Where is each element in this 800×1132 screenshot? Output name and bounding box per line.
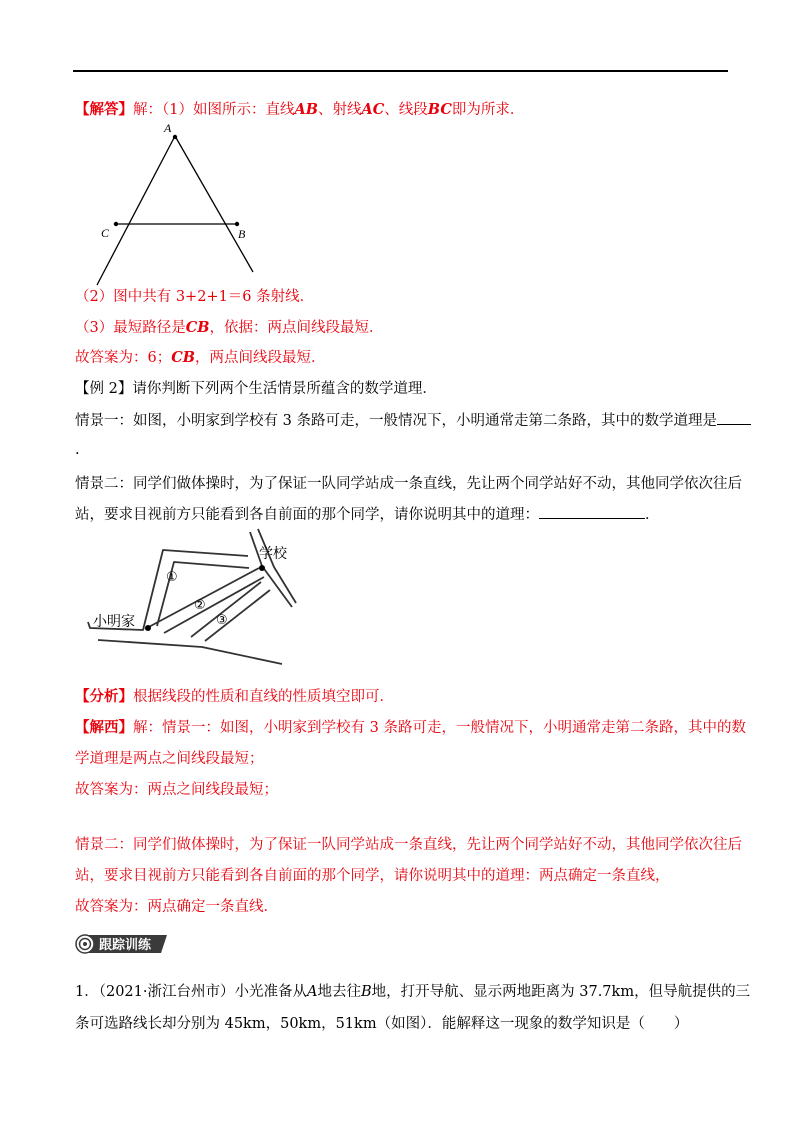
training-badge	[75, 933, 173, 955]
road-bottom	[98, 640, 282, 664]
route-2-lower	[164, 577, 264, 633]
school-label: 学校	[259, 546, 287, 562]
label-c: C	[101, 226, 110, 240]
solution-line-6: 故答案为：两点确定一条直线．	[75, 899, 278, 915]
analysis-tag: 【分析】	[75, 688, 133, 705]
solution-line-4: 情景二：同学们做体操时，为了保证一队同学站成一条直线，先让两个同学站好不动，其他同学依次往后	[75, 837, 742, 853]
example2-title: 【例 2】请你判断下列两个生活情景所蕴含的数学道理．	[75, 381, 437, 397]
answer-line-4: 故答案为：6；CB，两点间线段最短．	[75, 349, 326, 366]
scene1-text: 情景一：如图，小明家到学校有 3 条路可走，一般情况下，小明通常走第二条路，其中的数学道理是	[75, 411, 751, 431]
analysis-line: 【分析】根据线段的性质和直线的性质填空即可．	[75, 688, 394, 705]
example2-tag: 【例 2】	[75, 381, 133, 397]
question-1-line-2: 条可选路线长却分别为 45km，50km，51km（如图）．能解释这一现象的数学知识是（ ）	[75, 1016, 689, 1032]
route-2-label: ②	[194, 598, 206, 613]
solution-line-5: 站，要求目视前方只能看到各自前面的那个同学，请你说明其中的道理：两点确定一条直线，	[75, 868, 670, 884]
school-point	[259, 565, 265, 571]
label-b: B	[238, 227, 246, 241]
solution-line-1: 【解西】解：情景一：如图，小明家到学校有 3 条路可走，一般情况下，小明通常走第二条路，其中的数	[75, 719, 746, 736]
scene2-line-2: 站，要求目视前方只能看到各自前面的那个同学，请你说明其中的道理： ．	[75, 507, 660, 523]
scene2-line-1: 情景二：同学们做体操时，为了保证一队同学站成一条直线，先让两个同学站好不动，其他同学依次往后	[75, 476, 742, 492]
answer-tag: 【解答】	[75, 101, 133, 118]
solution-line-3: 故答案为：两点之间线段最短；	[75, 782, 278, 798]
route-3-label: ③	[216, 613, 228, 628]
scene1-dot: .	[75, 442, 80, 458]
answer-line-2: （2）图中共有 3+2+1＝6 条射线．	[75, 289, 315, 305]
solution-tag: 【解西】	[75, 719, 133, 736]
badge-label: 跟踪训练	[99, 938, 152, 953]
home-label: 小明家	[93, 614, 135, 630]
route-3-lower	[205, 590, 270, 641]
answer-line-1: 【解答】解：（1）如图所示：直线AB、射线AC、线段BC即为所求．	[75, 101, 525, 118]
question-1-line-1: 1．（2021·浙江台州市）小光准备从A地去往B地，打开导航、显示两地距离为 37.7km，但导航提供的三	[75, 984, 751, 1000]
label-a: A	[164, 121, 172, 135]
route-1-label: ①	[166, 570, 178, 585]
solution-line-2: 学道理是两点之间线段最短；	[75, 751, 264, 767]
home-point	[145, 625, 151, 631]
answer-line-3: （3）最短路径是CB，依据：两点间线段最短．	[75, 319, 384, 336]
